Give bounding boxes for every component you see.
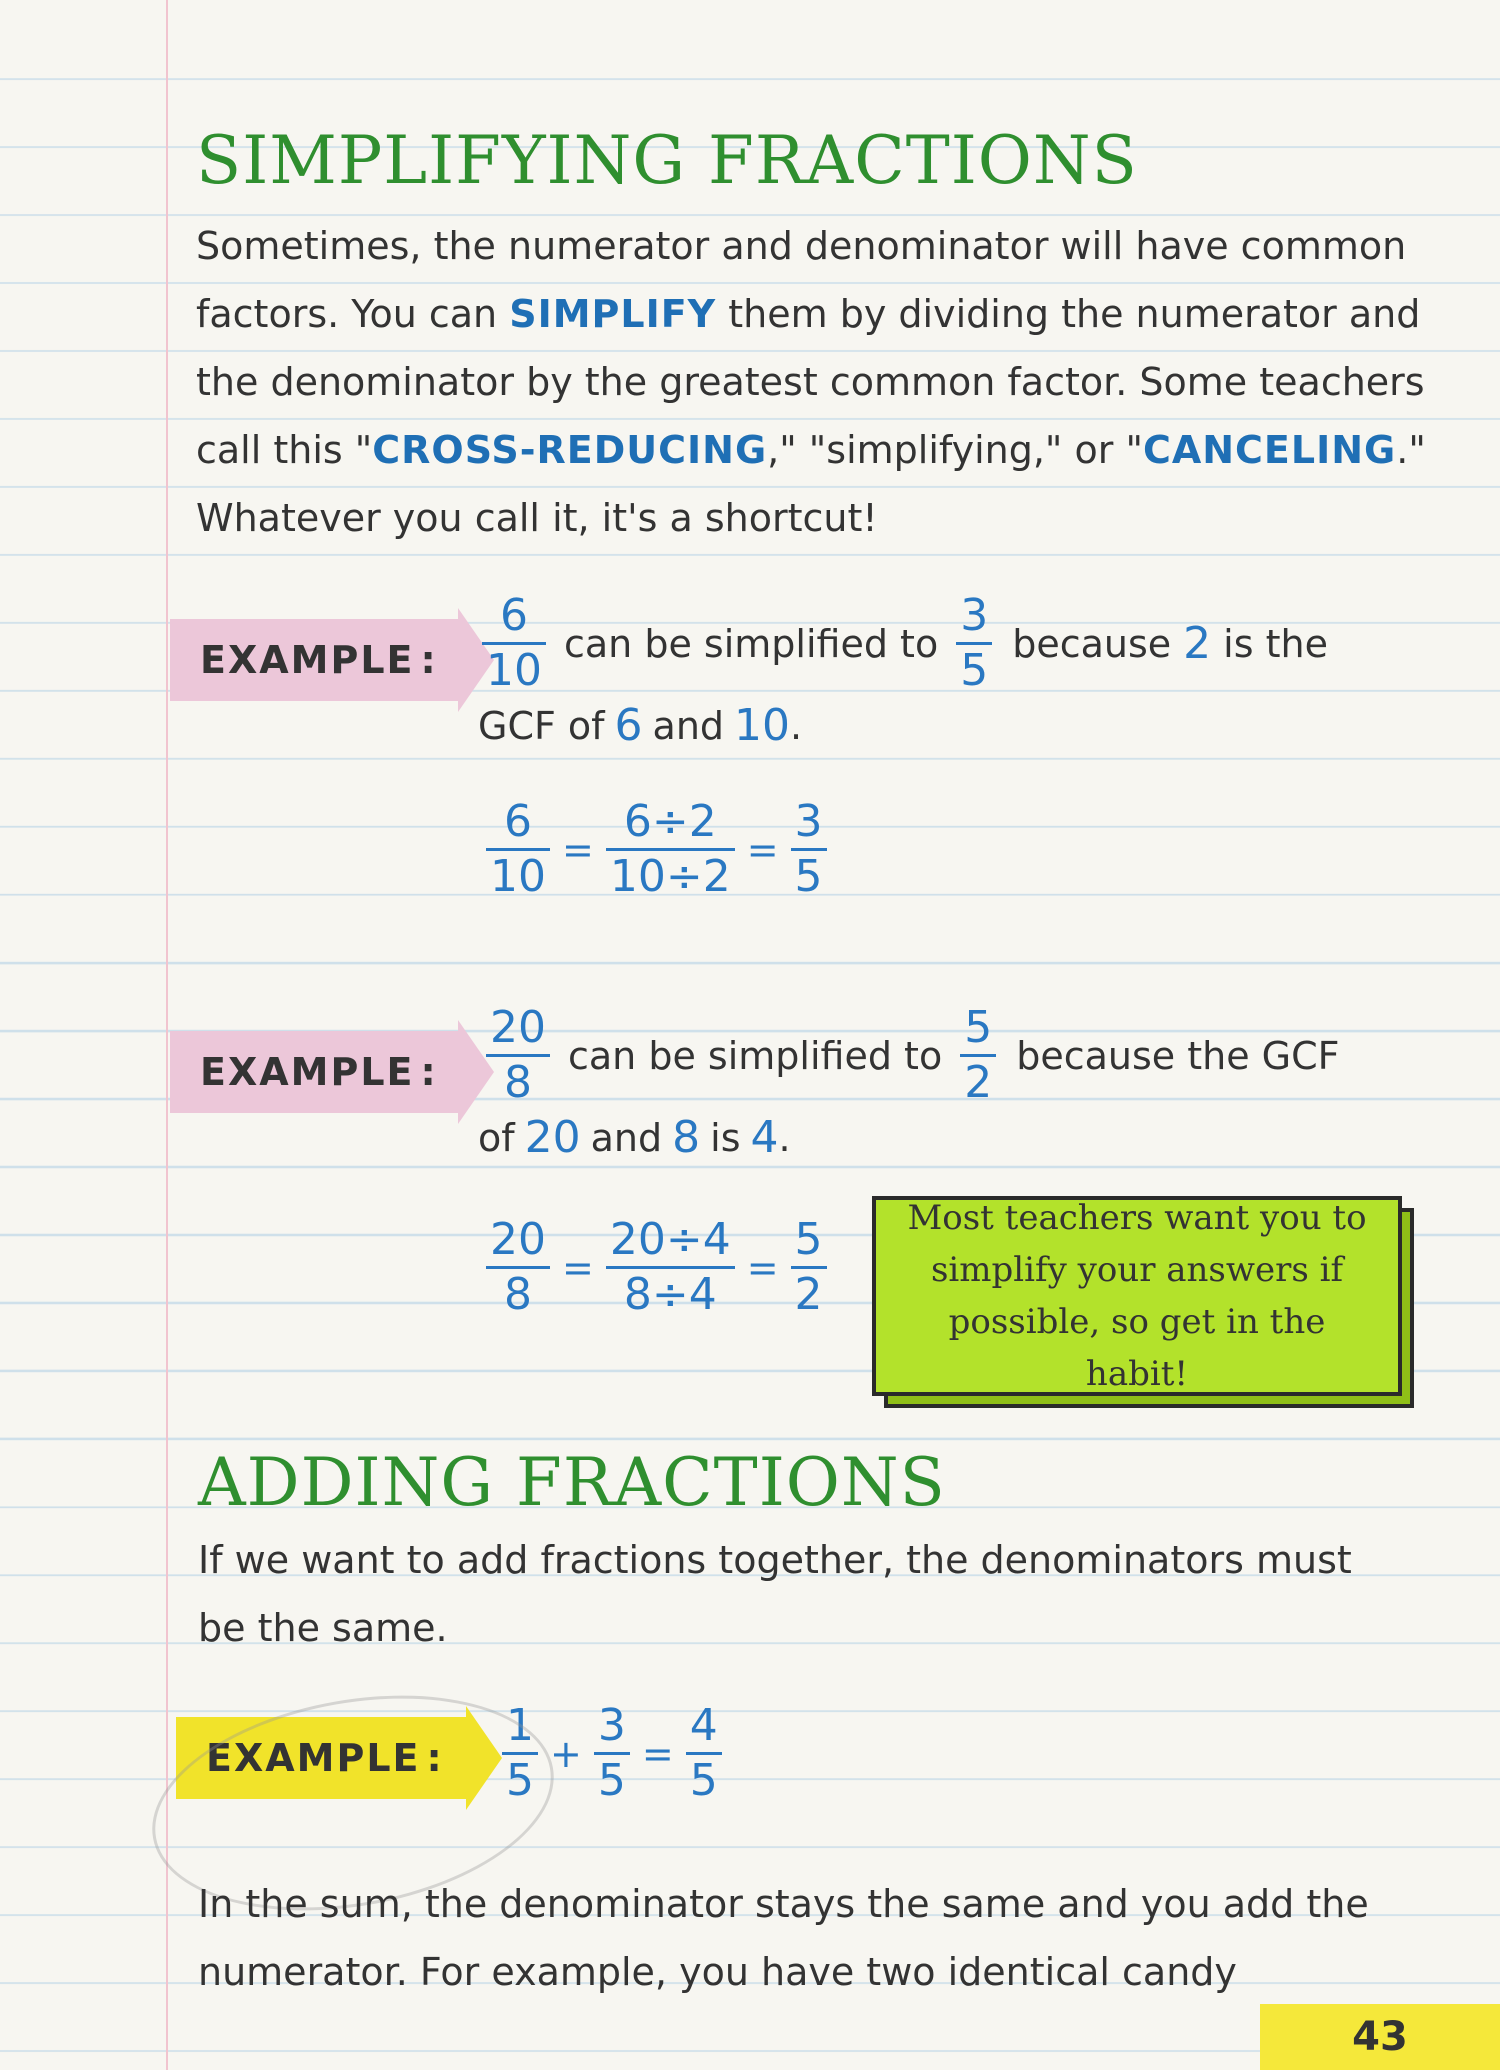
keyword-cross-reducing: CROSS-REDUCING [372, 428, 768, 472]
fraction: $\frac{3}{5}$ [791, 796, 827, 903]
fraction: $\frac{6}{10}$ [486, 796, 550, 903]
number: 2 [1183, 618, 1212, 669]
example-label: EXAMPLE [200, 1050, 415, 1094]
example-tag-3: EXAMPLE : [176, 1712, 502, 1804]
page-number: 43 [1260, 2004, 1500, 2070]
example2-equation: $\frac{20}{8}$ = $\frac{20\div 4}{8\div 4}$ = $\frac{5}{2}$ [478, 1214, 835, 1321]
section-title-adding: ADDING FRACTIONS [198, 1444, 946, 1521]
simplifying-paragraph [196, 212, 1446, 552]
fraction: $\frac{20}{8}$ [486, 1002, 550, 1109]
tip-callout: Most teachers want you to simplify your answers if possible, so get in the habit! [872, 1196, 1402, 1396]
example2-statement: $\frac{20}{8}$ can be simplified to $\frac{5}{2}$ because the GCF [478, 1002, 1340, 1109]
keyword-simplify: SIMPLIFY [509, 292, 717, 336]
example-label: EXAMPLE [200, 638, 415, 682]
fraction: $\frac{4}{5}$ [686, 1700, 722, 1807]
paragraph-text: ." Whatever you call it, it's a shortcut! [196, 428, 1426, 540]
section-title-simplifying: SIMPLIFYING FRACTIONS [196, 122, 1138, 199]
fraction: $\frac{20}{8}$ [486, 1214, 550, 1321]
statement-text: can be simplified to [564, 621, 939, 666]
example1-statement-cont: GCF of 6 and 10 . [478, 700, 803, 751]
fraction: $\frac{5}{2}$ [791, 1214, 827, 1321]
fraction: $\frac{3}{5}$ [594, 1700, 630, 1807]
fraction: $\frac{1}{5}$ [502, 1700, 538, 1807]
statement-text: is the [1223, 621, 1328, 666]
keyword-canceling: CANCELING [1142, 428, 1397, 472]
fraction: $\frac{20\div 4}{8\div 4}$ [606, 1214, 735, 1321]
adding-paragraph-2: In the sum, the denominator stays the same and you add the numerator. For example, you have two identical candy [198, 1882, 1369, 1994]
margin-line [166, 0, 168, 2070]
adding-paragraph-1: If we want to add fractions together, the denominators must be the same. [198, 1538, 1352, 1650]
fraction: $\frac{5}{2}$ [960, 1002, 996, 1109]
paragraph-text: Sometimes, the numerator and denominator will have common factors. You can [196, 224, 1407, 336]
paragraph-text: ," "simplifying," or " [767, 428, 1143, 472]
fraction: $\frac{3}{5}$ [956, 590, 992, 697]
fraction: $\frac{6\div 2}{10\div 2}$ [606, 796, 735, 903]
example-tag-1: EXAMPLE : [170, 614, 494, 706]
example1-statement [474, 590, 1328, 697]
example2-statement-cont: of 20 and 8 is 4 . [478, 1112, 791, 1163]
example3-equation: $\frac{1}{5}$ + $\frac{3}{5}$ = $\frac{4}{5}$ [494, 1700, 730, 1807]
example1-equation: $\frac{6}{10}$ = $\frac{6\div 2}{10\div 2}$ = $\frac{3}{5}$ [478, 796, 835, 903]
example-label: EXAMPLE [206, 1736, 421, 1780]
statement-text: because [1012, 621, 1172, 666]
example-tag-2: EXAMPLE : [170, 1026, 494, 1118]
paragraph-text: them by dividing the numerator and the denominator by the greatest common factor. Some teachers call this " [196, 292, 1425, 472]
fraction: $\frac{6}{10}$ [482, 590, 546, 697]
